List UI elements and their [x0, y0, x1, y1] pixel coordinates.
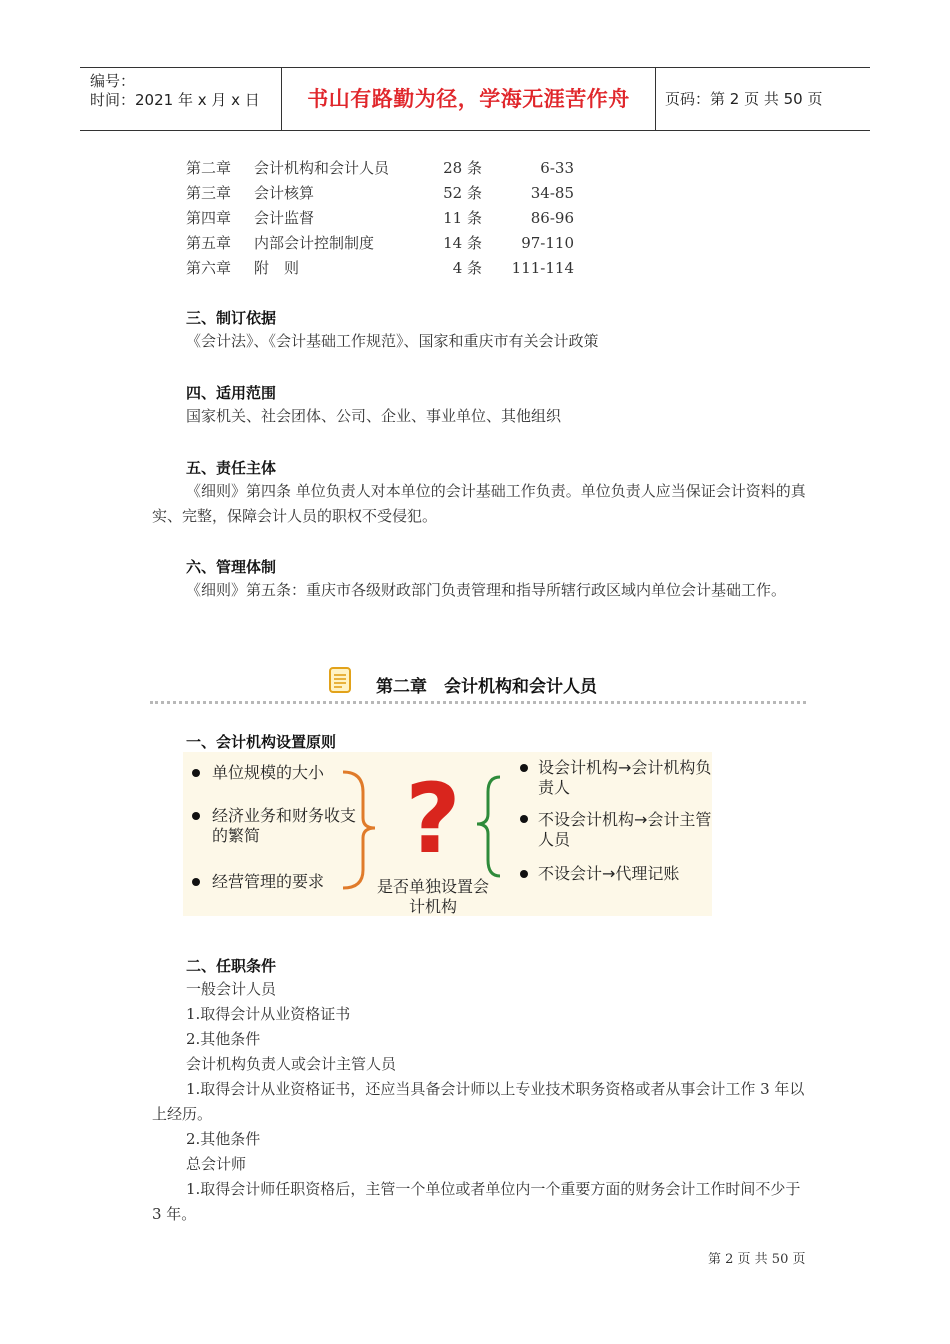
- bullet-icon: [520, 815, 528, 823]
- header-page-number: 页码：第 2 页 共 50 页: [665, 90, 823, 108]
- outcome-no-organization: 不设会计机构→会计主管人员: [538, 810, 712, 849]
- qualification-line: 2.其他条件: [186, 1030, 261, 1048]
- toc-chapter: 第四章: [186, 209, 232, 227]
- toc-count: 11 条: [443, 209, 482, 227]
- toc-chapter: 第五章: [186, 234, 232, 252]
- question-mark-icon: ?: [405, 763, 461, 875]
- header-motto: 书山有路勤为径，学海无涯苦作舟: [307, 87, 630, 111]
- document-date-label: 时间：2021 年 x 月 x 日: [90, 91, 260, 109]
- outcome-set-organization: 设会计机构→会计机构负责人: [538, 758, 712, 797]
- toc-row: [186, 181, 586, 206]
- bullet-icon: [520, 870, 528, 878]
- toc-range: 34-85: [530, 184, 574, 202]
- header-divider: [655, 68, 656, 130]
- chapter-title-bar: [150, 664, 806, 704]
- toc-row: [186, 156, 586, 181]
- principle-heading: 一、会计机构设置原则: [186, 733, 337, 751]
- dotted-divider: [150, 701, 806, 704]
- toc-row: [186, 256, 586, 281]
- outcome-agency-bookkeeping: 不设会计→代理记账: [538, 864, 680, 883]
- section-text-basis: 《会计法》、《会计基础工作规范》、国家和重庆市有关会计政策: [186, 332, 599, 350]
- page-header: [80, 67, 870, 131]
- organization-setup-diagram: [183, 752, 712, 916]
- toc-count: 52 条: [443, 184, 482, 202]
- qualification-line: 1.取得会计师任职资格后，主管一个单位或者单位内一个重要方面的财务会计工作时间不少于 3 年。: [152, 1180, 801, 1223]
- toc-count: 14 条: [443, 234, 482, 252]
- section-text-scope: 国家机关、社会团体、公司、企业、事业单位、其他组织: [186, 407, 562, 425]
- toc-range: 6-33: [540, 159, 574, 177]
- toc-count: 4 条: [452, 259, 482, 277]
- section-heading-responsibility: 五、责任主体: [186, 459, 277, 477]
- section-heading-management: 六、管理体制: [186, 558, 277, 576]
- toc-range: 111-114: [511, 259, 574, 277]
- toc-range: 97-110: [521, 234, 574, 252]
- bullet-icon: [520, 764, 528, 772]
- chapter-summary-table: [186, 156, 586, 281]
- qualification-line: 1.取得会计从业资格证书，还应当具备会计师以上专业技术职务资格或者从事会计工作 3 年以上经历。: [152, 1080, 805, 1123]
- qualification-line: 1.取得会计从业资格证书: [186, 1005, 351, 1023]
- toc-title: 会计监督: [254, 209, 315, 227]
- bullet-icon: [192, 878, 200, 886]
- document-number-label: 编号：: [90, 72, 136, 90]
- qualification-line: 会计机构负责人或会计主管人员: [186, 1055, 397, 1073]
- section-heading-scope: 四、适用范围: [186, 384, 277, 402]
- toc-title: 内部会计控制制度: [254, 234, 375, 252]
- toc-chapter: 第六章: [186, 259, 232, 277]
- factor-scale: 单位规模的大小: [212, 763, 325, 782]
- toc-chapter: 第二章: [186, 159, 232, 177]
- toc-range: 86-96: [530, 209, 574, 227]
- page-footer: 第 2 页 共 50 页: [708, 1252, 806, 1267]
- toc-row: [186, 231, 586, 256]
- document-icon: [328, 666, 352, 694]
- section-text-management: 《细则》第五条：重庆市各级财政部门负责管理和指导所辖行政区域内单位会计基础工作。: [186, 581, 787, 599]
- chapter-title: 第二章 会计机构和会计人员: [376, 677, 597, 697]
- toc-chapter: 第三章: [186, 184, 232, 202]
- bullet-icon: [192, 769, 200, 777]
- factor-management: 经营管理的要求: [212, 872, 325, 891]
- qualifications-heading: 二、任职条件: [186, 957, 277, 975]
- section-heading-basis: 三、制订依据: [186, 309, 277, 327]
- right-brace: [477, 777, 500, 876]
- question-caption: 是否单独设置会计机构: [376, 877, 489, 916]
- qualification-line: 2.其他条件: [186, 1130, 261, 1148]
- toc-title: 会计核算: [254, 184, 315, 202]
- factor-business: 经济业务和财务收支的繁简: [212, 806, 357, 845]
- toc-count: 28 条: [443, 159, 482, 177]
- toc-row: [186, 206, 586, 231]
- qualification-line: 总会计师: [186, 1155, 247, 1173]
- toc-title: 会计机构和会计人员: [254, 159, 390, 177]
- toc-title: 附 则: [254, 259, 300, 277]
- section-text-responsibility: 《细则》第四条 单位负责人对本单位的会计基础工作负责。单位负责人应当保证会计资料的真实、完整，保障会计人员的职权不受侵犯。: [152, 482, 806, 525]
- qualification-line: 一般会计人员: [186, 980, 277, 998]
- bullet-icon: [192, 812, 200, 820]
